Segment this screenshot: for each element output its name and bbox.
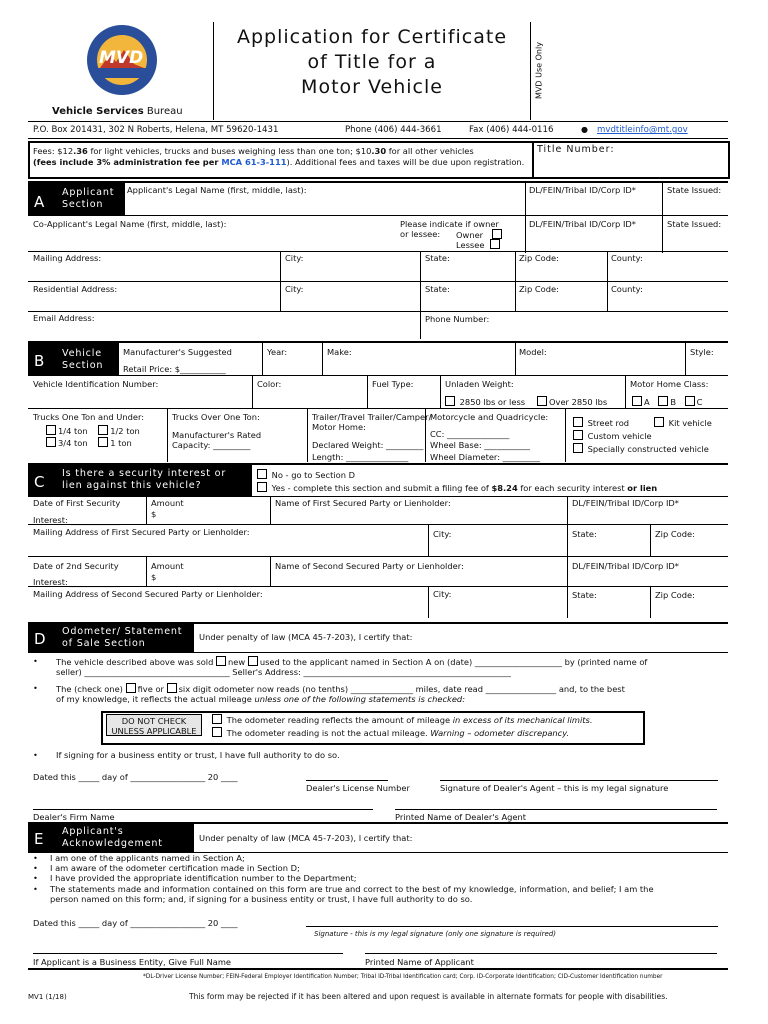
sale-statement-line2: seller) ___________________________________ Seller's Address: __________________________________________________ (56, 667, 511, 677)
first-lienholder-mailing-label: Mailing Address of First Secured Party or Lienholder: (33, 527, 250, 537)
ack-item: I have provided the appropriate identification number to the Department; (50, 873, 357, 883)
excess-mileage-checkbox[interactable] (212, 714, 222, 724)
email-address-label: Email Address: (33, 313, 95, 323)
applicant-signature-note: Signature - this is my legal signature (only one signature is required) (314, 930, 556, 938)
mvd-use-only-label: MVD Use Only (534, 42, 544, 99)
form-title-line2: of Title for a (307, 51, 437, 73)
residential-city-label: City: (285, 284, 304, 294)
first-lien-amount-label: Amount (151, 498, 184, 508)
bullet-icon: ● (581, 125, 588, 134)
owner-lessee-question-1: Please indicate if owner (400, 219, 499, 229)
weight-option-heavy: Over 2850 lbs (537, 396, 607, 407)
second-lien-dollar: $ (151, 572, 157, 582)
form-title (214, 25, 530, 100)
trailer-label-1: Trailer/Travel Trailer/Camper/ (312, 412, 432, 422)
bullet-icon: • (33, 863, 38, 873)
quarter-ton-checkbox[interactable] (46, 425, 56, 435)
motorcycle-label: Motorcycle and Quadricycle: (430, 412, 549, 422)
msrp-label-1: Manufacturer's Suggested (123, 347, 232, 357)
business-entity-label: If Applicant is a Business Entity, Give Full Name (33, 957, 232, 967)
contact-address: P.O. Box 201431, 302 N Roberts, Helena, MT 59620-1431 (33, 125, 279, 135)
weight-light-checkbox[interactable] (445, 396, 455, 406)
fees-line2: (fees include 3% administration fee per MCA 61-3-111). Additional fees and taxes will be due upon registration. (33, 157, 525, 167)
residential-address-label: Residential Address: (33, 284, 118, 294)
lien-no-option: No - go to Section D (257, 469, 355, 480)
color-label: Color: (257, 379, 282, 389)
kit-vehicle-checkbox[interactable] (654, 417, 664, 427)
accessibility-notice: This form may be rejected if it has been altered and upon request is available in alternate formats for people with disabilities. (189, 992, 668, 1001)
rated-capacity-label-1: Manufacturer's Rated (172, 430, 262, 440)
authority-statement: If signing for a business entity or trust, I have full authority to do so. (56, 750, 340, 760)
mca-link[interactable]: MCA 61-3-111 (221, 157, 287, 167)
sold-new-checkbox[interactable] (216, 656, 226, 666)
custom-vehicle-checkbox[interactable] (573, 430, 583, 440)
bureau-name (52, 107, 183, 117)
contact-fax: Fax (406) 444-0116 (469, 125, 554, 135)
first-lien-dollar: $ (151, 509, 157, 519)
one-ton-checkbox[interactable] (98, 437, 108, 447)
dealer-license-label: Dealer's License Number (306, 783, 410, 793)
first-lienholder-state-label: State: (572, 529, 597, 539)
kit-vehicle-option: Kit vehicle (654, 417, 712, 428)
dealer-agent-name-label: Printed Name of Dealer's Agent (395, 812, 527, 822)
first-lienholder-name-label: Name of First Secured Party or Lienholder: (275, 498, 451, 508)
half-ton-checkbox[interactable] (98, 425, 108, 435)
wheel-base-label: Wheel Base: ___________ (430, 440, 530, 450)
co-applicant-label: Co-Applicant's Legal Name (first, middle, last): (33, 219, 227, 229)
msrp-label-2: Retail Price: $___________ (123, 364, 226, 374)
owner-checkbox[interactable] (492, 229, 502, 239)
sold-used-checkbox[interactable] (248, 656, 258, 666)
second-lienholder-mailing-label: Mailing Address of Second Secured Party or Lienholder: (33, 589, 263, 599)
owner-option: Owner (456, 229, 504, 240)
three-quarter-ton-checkbox[interactable] (46, 437, 56, 447)
ack-item: I am one of the applicants named in Section A; (50, 853, 245, 863)
applicant-legal-name-label: Applicant's Legal Name (first, middle, last): (127, 185, 307, 195)
section-d-penalty: Under penalty of law (MCA 45-7-203), I certify that: (199, 632, 413, 642)
motor-home-class-label: Motor Home Class: (630, 379, 709, 389)
bullet-icon: • (33, 750, 38, 760)
trucks-over-label: Trucks Over One Ton: (172, 412, 260, 422)
ack-item: I am aware of the odometer certification made in Section D; (50, 863, 300, 873)
residential-zip-label: Zip Code: (519, 284, 559, 294)
dealer-dated-line: Dated this _____ day of __________________ 20 ____ (33, 772, 238, 782)
weight-option-light: 2850 lbs or less (445, 396, 525, 407)
fees-line1: Fees: $12.36 for light vehicles, trucks and buses weighing less than one ton; $10.30 for all other vehicles (33, 146, 474, 156)
section-b-letter: B (28, 343, 56, 375)
section-d-letter: D (28, 624, 56, 652)
first-lienholder-city-label: City: (433, 529, 452, 539)
bureau-name-rest: Bureau (143, 106, 183, 117)
style-label: Style: (690, 347, 714, 357)
section-c-letter: C (28, 465, 56, 496)
first-lienholder-dl-label: DL/FEIN/Tribal ID/Corp ID* (572, 498, 679, 508)
exception-discrepancy: The odometer reading is not the actual mileage. Warning – odometer discrepancy. (212, 727, 569, 738)
applicant-printed-name-label: Printed Name of Applicant (365, 957, 474, 967)
section-e-title: Applicant's Acknowledgement (56, 824, 194, 852)
bureau-name-bold: Vehicle Services (52, 106, 144, 117)
rated-capacity-label-2: Capacity: _________ (172, 440, 251, 450)
mailing-zip-label: Zip Code: (519, 253, 559, 263)
odometer-statement-line2: of my knowledge, it reflects the actual mileage unless one of the following statements is checked: (56, 694, 465, 704)
section-a-title: Applicant Section (56, 183, 124, 215)
wheel-diameter-label: Wheel Diameter: _________ (430, 452, 540, 462)
five-digit-checkbox[interactable] (126, 683, 136, 693)
applicant-state-label: State Issued: (667, 185, 722, 195)
contact-email-link[interactable]: mvdtitleinfo@mt.gov (597, 125, 688, 135)
sale-statement-line1: The vehicle described above was sold new used to the applicant named in Section A on (date) _____________________ by (printed name of (56, 657, 648, 667)
residential-state-label: State: (425, 284, 450, 294)
section-b-title: Vehicle Section (56, 343, 118, 375)
exception-excess: The odometer reading reflects the amount of mileage in excess of its mechanical limits. (212, 714, 593, 725)
phone-number-label: Phone Number: (425, 314, 490, 324)
contact-phone: Phone (406) 444-3661 (345, 125, 442, 135)
second-lienholder-state-label: State: (572, 590, 597, 600)
lien-yes-checkbox[interactable] (257, 482, 267, 492)
second-lienholder-dl-label: DL/FEIN/Tribal ID/Corp ID* (572, 561, 679, 571)
mailing-state-label: State: (425, 253, 450, 263)
mailing-county-label: County: (611, 253, 643, 263)
trailer-length-label: Length: _______________ (312, 452, 409, 462)
custom-vehicle-option: Custom vehicle (573, 430, 652, 441)
co-applicant-dl-label: DL/FEIN/Tribal ID/Corp ID* (529, 219, 636, 229)
owner-lessee-question-2: or lessee: (400, 229, 441, 239)
form-title-line1: Application for Certificate (236, 26, 508, 48)
co-applicant-state-label: State Issued: (667, 219, 722, 229)
truck-row-2: 3/4 ton 1 ton (46, 437, 132, 448)
residential-county-label: County: (611, 284, 643, 294)
bullet-icon: • (33, 853, 38, 863)
form-id: MV1 (1/18) (28, 993, 67, 1001)
special-vehicle-option: Specially constructed vehicle (573, 443, 709, 454)
dealer-firm-label: Dealer's Firm Name (33, 812, 115, 822)
title-number-label: Title Number: (537, 144, 615, 155)
section-a-letter: A (28, 183, 56, 215)
declared-weight-label: Declared Weight: _________ (312, 440, 424, 450)
section-d-title: Odometer/ Statement of Sale Section (56, 624, 194, 652)
discrepancy-checkbox[interactable] (212, 727, 222, 737)
second-lienholder-city-label: City: (433, 589, 452, 599)
section-c-title: Is there a security interest or lien against this vehicle? (56, 465, 252, 496)
mh-class-a-checkbox[interactable] (632, 396, 642, 406)
mailing-city-label: City: (285, 253, 304, 263)
lien-yes-option: Yes - complete this section and submit a filing fee of $8.24 for each security interest or lien (257, 482, 657, 493)
first-lienholder-zip-label: Zip Code: (655, 529, 695, 539)
odometer-statement-line1: The (check one) five or six digit odometer now reads (no tenths) _______________ miles, date read _________________ and, to the best (56, 684, 625, 694)
id-footnote: *DL-Driver License Number; FEIN-Federal Employer Identification Number; Tribal ID-Tribal Identification card; Corp. ID-Corporate Identification; CID-Customer Identification number (143, 974, 663, 980)
bullet-icon: • (33, 656, 38, 666)
form-title-line3: Motor Vehicle (301, 76, 443, 98)
second-lienholder-name-label: Name of Second Secured Party or Lienholder: (275, 561, 464, 571)
street-rod-option: Street rod (573, 417, 629, 428)
trucks-under-label: Trucks One Ton and Under: (33, 412, 145, 422)
section-e-letter: E (28, 824, 56, 852)
year-label: Year: (267, 347, 288, 357)
model-label: Model: (519, 347, 547, 357)
six-digit-checkbox[interactable] (167, 683, 177, 693)
mh-class-c-checkbox[interactable] (685, 396, 695, 406)
second-lienholder-zip-label: Zip Code: (655, 590, 695, 600)
applicant-dated-line: Dated this _____ day of __________________ 20 ____ (33, 918, 238, 928)
lessee-option: Lessee (456, 239, 502, 250)
do-not-check-label: DO NOT CHECK UNLESS APPLICABLE (106, 714, 202, 736)
first-lien-date-label-1: Date of First Security (33, 498, 121, 508)
lien-no-checkbox[interactable] (257, 469, 267, 479)
ack-item: person named on this form; and, if signing for a business entity or trust, I have full authority to do so. (50, 894, 473, 904)
first-lien-date-label-2: Interest: ____________ (33, 515, 121, 525)
bullet-icon: • (33, 873, 38, 883)
vin-label: Vehicle Identification Number: (33, 379, 159, 389)
lessee-checkbox[interactable] (490, 239, 500, 249)
second-lien-amount-label: Amount (151, 561, 184, 571)
make-label: Make: (327, 347, 352, 357)
cc-label: CC: _______________ (430, 429, 510, 439)
mh-class-b-checkbox[interactable] (658, 396, 668, 406)
special-vehicle-checkbox[interactable] (573, 443, 583, 453)
bullet-icon: • (33, 884, 38, 894)
dealer-signature-label: Signature of Dealer's Agent – this is my legal signature (440, 783, 669, 793)
ack-item: The statements made and information contained on this form are true and correct to the best of my knowledge, information, and belief; I am the (50, 884, 654, 894)
fuel-type-label: Fuel Type: (372, 379, 414, 389)
second-lien-date-label-1: Date of 2nd Security (33, 561, 119, 571)
truck-row-1: 1/4 ton 1/2 ton (46, 425, 140, 436)
second-lien-date-label-2: Interest: ____________ (33, 577, 121, 587)
trailer-label-2: Motor Home: (312, 422, 366, 432)
weight-heavy-checkbox[interactable] (537, 396, 547, 406)
street-rod-checkbox[interactable] (573, 417, 583, 427)
motor-home-classes: A B C (632, 396, 702, 407)
logo-text: MVD (99, 48, 144, 68)
section-e-penalty: Under penalty of law (MCA 45-7-203), I certify that: (199, 833, 413, 843)
applicant-legal-name-field[interactable] (125, 196, 524, 214)
mailing-address-label: Mailing Address: (33, 253, 102, 263)
bullet-icon: • (33, 683, 38, 693)
unladen-weight-label: Unladen Weight: (445, 379, 514, 389)
applicant-dl-label: DL/FEIN/Tribal ID/Corp ID* (529, 185, 636, 195)
